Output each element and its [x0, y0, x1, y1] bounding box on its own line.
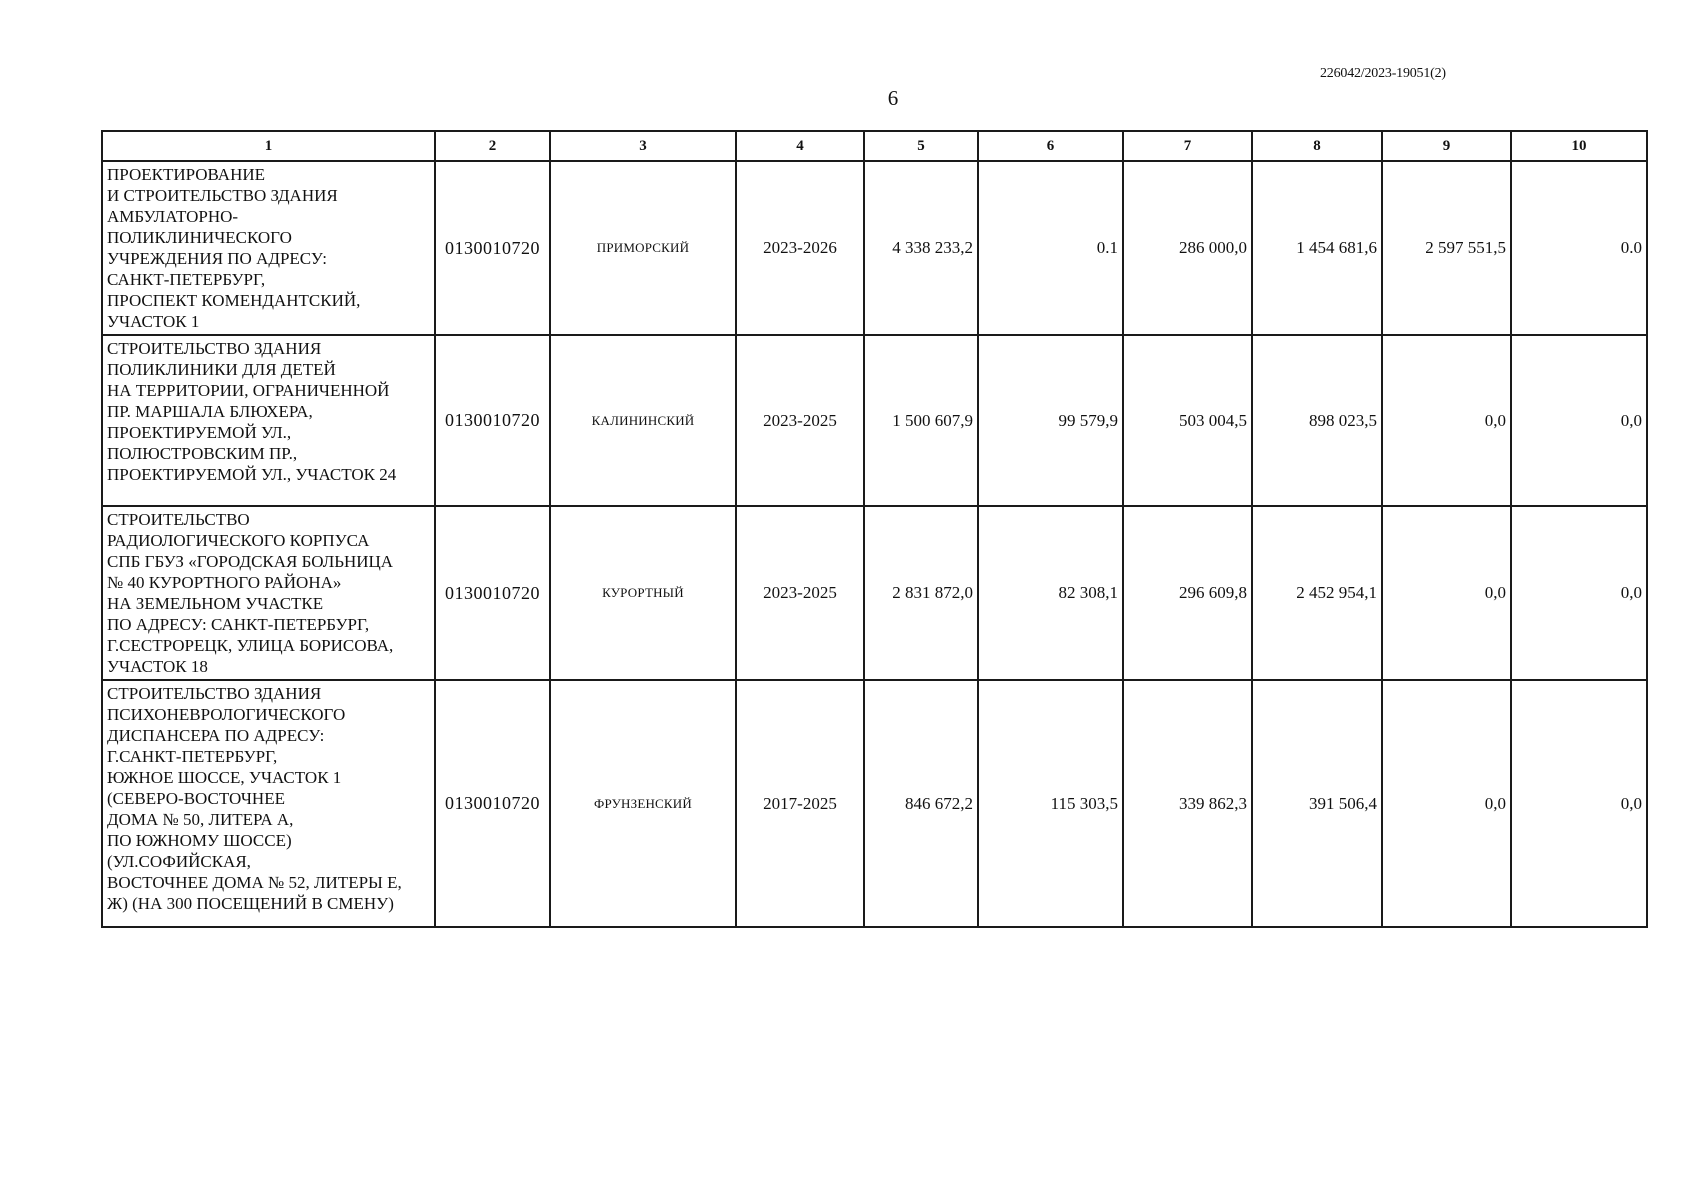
value-cell-col9: 0,0 [1382, 506, 1511, 680]
budget-code-cell: 0130010720 [435, 335, 550, 506]
district-cell: КАЛИНИНСКИЙ [550, 335, 736, 506]
value-cell-col8: 391 506,4 [1252, 680, 1382, 927]
column-header: 9 [1382, 131, 1511, 161]
column-header: 7 [1123, 131, 1252, 161]
object-name-cell: СТРОИТЕЛЬСТВО ЗДАНИЯ ПОЛИКЛИНИКИ ДЛЯ ДЕТЕЙ НА ТЕРРИТОРИИ, ОГРАНИЧЕННОЙ ПР. МАРШАЛА БЛЮХЕРА, ПРОЕКТИРУЕМОЙ УЛ., ПОЛЮСТРОВСКИМ ПР., ПРОЕКТИРУЕМОЙ УЛ., УЧАСТОК 24 [102, 335, 435, 506]
column-header: 5 [864, 131, 978, 161]
value-cell-col10: 0,0 [1511, 335, 1647, 506]
value-cell-col9: 2 597 551,5 [1382, 161, 1511, 335]
table-row [102, 335, 1647, 506]
value-cell-col9: 0,0 [1382, 335, 1511, 506]
value-cell-col10: 0.0 [1511, 161, 1647, 335]
value-cell-col10: 0,0 [1511, 506, 1647, 680]
value-cell-col6: 115 303,5 [978, 680, 1123, 927]
period-cell: 2017-2025 [736, 680, 864, 927]
value-cell-col9: 0,0 [1382, 680, 1511, 927]
value-cell-col7: 296 609,8 [1123, 506, 1252, 680]
period-cell: 2023-2025 [736, 506, 864, 680]
value-cell-col6: 99 579,9 [978, 335, 1123, 506]
column-header: 10 [1511, 131, 1647, 161]
budget-code-cell: 0130010720 [435, 161, 550, 335]
total-cost-cell: 2 831 872,0 [864, 506, 978, 680]
object-name-cell: ПРОЕКТИРОВАНИЕ И СТРОИТЕЛЬСТВО ЗДАНИЯ АМБУЛАТОРНО- ПОЛИКЛИНИЧЕСКОГО УЧРЕЖДЕНИЯ ПО АДРЕСУ: САНКТ-ПЕТЕРБУРГ, ПРОСПЕКТ КОМЕНДАНТСКИЙ, УЧАСТОК 1 [102, 161, 435, 335]
value-cell-col8: 2 452 954,1 [1252, 506, 1382, 680]
district-cell: ФРУНЗЕНСКИЙ [550, 680, 736, 927]
value-cell-col8: 1 454 681,6 [1252, 161, 1382, 335]
value-cell-col7: 339 862,3 [1123, 680, 1252, 927]
value-cell-col7: 286 000,0 [1123, 161, 1252, 335]
budget-table [101, 130, 1648, 928]
district-cell: КУРОРТНЫЙ [550, 506, 736, 680]
total-cost-cell: 1 500 607,9 [864, 335, 978, 506]
page-number: 6 [887, 86, 899, 110]
value-cell-col8: 898 023,5 [1252, 335, 1382, 506]
document-registration-number: 226042/2023-19051(2) [1320, 66, 1446, 81]
column-header: 2 [435, 131, 550, 161]
object-name-cell: СТРОИТЕЛЬСТВО ЗДАНИЯ ПСИХОНЕВРОЛОГИЧЕСКОГО ДИСПАНСЕРА ПО АДРЕСУ: Г.САНКТ-ПЕТЕРБУРГ, ЮЖНОЕ ШОССЕ, УЧАСТОК 1 (СЕВЕРО-ВОСТОЧНЕЕ ДОМА № 50, ЛИТЕРА А, ПО ЮЖНОМУ ШОССЕ) (УЛ.СОФИЙСКАЯ, ВОСТОЧНЕЕ ДОМА № 52, ЛИТЕРЫ Е, Ж) (НА 300 ПОСЕЩЕНИЙ В СМЕНУ) [102, 680, 435, 927]
table-row [102, 680, 1647, 927]
column-header: 3 [550, 131, 736, 161]
period-cell: 2023-2025 [736, 335, 864, 506]
budget-code-cell: 0130010720 [435, 680, 550, 927]
value-cell-col7: 503 004,5 [1123, 335, 1252, 506]
budget-code-cell: 0130010720 [435, 506, 550, 680]
total-cost-cell: 4 338 233,2 [864, 161, 978, 335]
column-header: 8 [1252, 131, 1382, 161]
value-cell-col10: 0,0 [1511, 680, 1647, 927]
table-row [102, 161, 1647, 335]
object-name-cell: СТРОИТЕЛЬСТВО РАДИОЛОГИЧЕСКОГО КОРПУСА СПБ ГБУЗ «ГОРОДСКАЯ БОЛЬНИЦА № 40 КУРОРТНОГО РАЙОНА» НА ЗЕМЕЛЬНОМ УЧАСТКЕ ПО АДРЕСУ: САНКТ-ПЕТЕРБУРГ, Г.СЕСТРОРЕЦК, УЛИЦА БОРИСОВА, УЧАСТОК 18 [102, 506, 435, 680]
district-cell: ПРИМОРСКИЙ [550, 161, 736, 335]
column-header: 1 [102, 131, 435, 161]
column-header: 4 [736, 131, 864, 161]
value-cell-col6: 0.1 [978, 161, 1123, 335]
table-header-row [102, 131, 1647, 161]
period-cell: 2023-2026 [736, 161, 864, 335]
value-cell-col6: 82 308,1 [978, 506, 1123, 680]
table-row [102, 506, 1647, 680]
column-header: 6 [978, 131, 1123, 161]
total-cost-cell: 846 672,2 [864, 680, 978, 927]
